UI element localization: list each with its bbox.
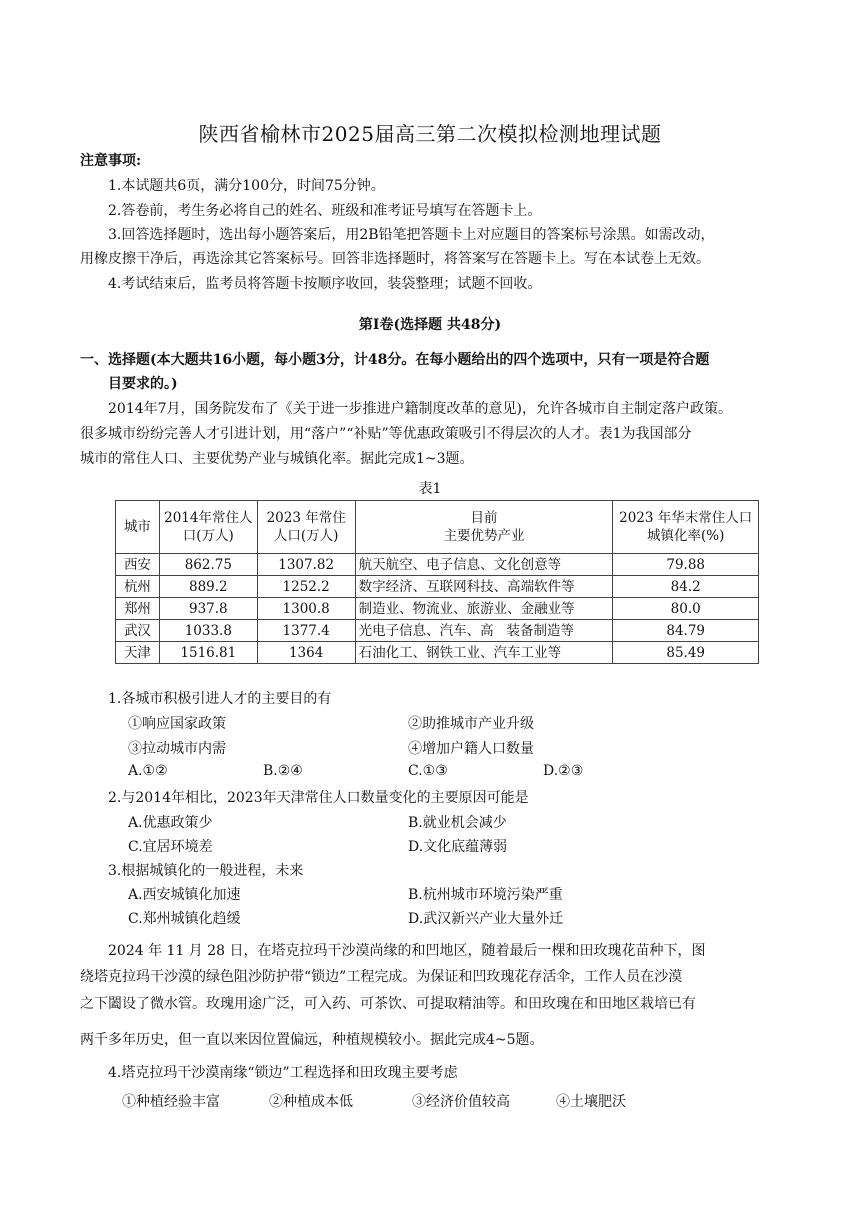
table-row (116, 642, 759, 664)
cell-industry: 数字经济、互联网科技、高端软件等 (355, 576, 613, 598)
statement-3: ③经济价值较高 (412, 1094, 510, 1110)
cell-urbanization: 84.2 (613, 576, 759, 598)
cell-urbanization: 80.0 (613, 598, 759, 620)
statement-1: ①种植经验丰富 (122, 1094, 220, 1110)
option-b: B.②④ (263, 763, 303, 779)
option-b: B.杭州城市环境污染严重 (408, 887, 563, 903)
cell-city: 西安 (116, 554, 160, 576)
table-row (116, 554, 759, 576)
exam-title: 陕西省榆林市2025届高三第二次模拟检测地理试题 (198, 122, 662, 146)
option-a: A.西安城镇化加速 (128, 887, 241, 903)
option-c: C.宜居环境差 (128, 839, 213, 855)
option-d: D.②③ (543, 763, 584, 779)
question-4-stem: 4.塔克拉玛干沙漠南缘“锁边”工程选择和田玫瑰主要考虑 (108, 1065, 458, 1081)
table-row (116, 620, 759, 642)
passage-line: 之下闔设了微水管。玫瑰用途广泛，可入药、可茶饮、可提取精油等。和田玫瑰在和田地区栽培已有 (80, 996, 696, 1012)
cell-pop2023: 1300.8 (257, 598, 355, 620)
question-3-stem: 3.根据城镇化的一般进程，未来 (108, 863, 304, 879)
notice-item: 3.回答选择题时，选出每小题答案后，用2B铅笔把答题卡上对应题目的答案标号涂黑。如需改动， (108, 227, 715, 243)
option-a: A.优惠政策少 (128, 815, 213, 831)
cell-urbanization: 79.88 (613, 554, 759, 576)
table-caption: 表1 (418, 481, 442, 497)
cell-pop2014: 1516.81 (159, 642, 257, 664)
option-d: D.武汉新兴产业大量外迁 (408, 911, 564, 927)
cell-pop2023: 1307.82 (257, 554, 355, 576)
table-row (116, 598, 759, 620)
passage-line: 绕塔克拉玛干沙漠的绿色阻沙防护带“锁边”工程完成。为保证和凹玫瑰花存活伞，工作人员在沙漠 (80, 969, 683, 985)
part-heading-cont: 目要求的。) (108, 376, 178, 392)
cell-industry: 光电子信息、汽车、高 装备制造等 (355, 620, 613, 642)
question-2-stem: 2.与2014年相比，2023年天津常住人口数量变化的主要原因可能是 (108, 790, 529, 806)
header-pop2014: 2014年常住人 口(万人) (159, 501, 257, 554)
section-title: 第Ⅰ卷(选择题 共48分) (358, 317, 502, 333)
header-pop2023: 2023 年常住 人口(万人) (257, 501, 355, 554)
part-heading: 一、选择题(本大题共16小题，每小题3分，计48分。在每小题给出的四个选项中，只有一项是符合题 (80, 352, 710, 368)
notice-heading: 注意事项: (80, 153, 142, 169)
table-row (116, 576, 759, 598)
cell-urbanization: 85.49 (613, 642, 759, 664)
cell-pop2023: 1252.2 (257, 576, 355, 598)
passage-line: 很多城市纷纷完善人才引进计划，用“落户”“补贴”等优惠政策吸引不得层次的人才。表1为我国部分 (80, 426, 692, 442)
header-urbanization: 2023 年华末常住人口 城镇化率(%) (613, 501, 759, 554)
option-c: C.①③ (408, 763, 448, 779)
notice-item: 1.本试题共6页，满分100分，时间75分钟。 (108, 178, 385, 194)
cell-pop2023: 1364 (257, 642, 355, 664)
cell-industry: 制造业、物流业、旅游业、金融业等 (355, 598, 613, 620)
cell-industry: 石油化工、钢铁工业、汽车工业等 (355, 642, 613, 664)
cell-pop2023: 1377.4 (257, 620, 355, 642)
cell-pop2014: 889.2 (159, 576, 257, 598)
option-b: B.就业机会减少 (408, 815, 507, 831)
question-1-stem: 1.各城市积极引进人才的主要目的有 (108, 691, 332, 707)
option-d: D.文化底蕴薄弱 (408, 839, 508, 855)
cell-city: 杭州 (116, 576, 160, 598)
passage-line: 两千多年历史，但一直以来因位置偏远，种植规模较小。据此完成4~5题。 (80, 1032, 544, 1048)
cell-pop2014: 937.8 (159, 598, 257, 620)
statement-4: ④增加户籍人口数量 (408, 741, 534, 757)
statement-3: ③拉动城市内需 (128, 741, 226, 757)
cell-pop2014: 1033.8 (159, 620, 257, 642)
cell-urbanization: 84.79 (613, 620, 759, 642)
option-a: A.①② (128, 763, 168, 779)
city-data-table (115, 500, 759, 664)
cell-industry: 航天航空、电子信息、文化创意等 (355, 554, 613, 576)
cell-pop2014: 862.75 (159, 554, 257, 576)
statement-2: ②助推城市产业升级 (408, 716, 534, 732)
notice-item: 4.考试结束后，监考员将答题卡按顺序收回，装袋整理；试题不回收。 (108, 276, 542, 292)
cell-city: 郑州 (116, 598, 160, 620)
passage-line: 2024 年 11 月 28 日，在塔克拉玛干沙漠尚缘的和凹地区，随着最后一棵和田玫瑰花苗种下，图 (108, 943, 706, 959)
header-industry: 目前 主要优势产业 (355, 501, 613, 554)
table-header-row (116, 501, 759, 554)
passage-line: 城市的常住人口、主要优势产业与城镇化率。据此完成1~3题。 (80, 451, 474, 467)
notice-item: 用橡皮擦干净后，再选涂其它答案标号。回答非选择题时，将答案写在答题卡上。写在本试卷上无效。 (80, 251, 710, 267)
statement-4: ④土壤肥沃 (556, 1094, 626, 1110)
statement-2: ②种植成本低 (269, 1094, 353, 1110)
passage-line: 2014年7月，国务院发布了《关于进一步推进户籍制度改革的意见)，允许各城市自主制定落户政策。 (108, 401, 732, 417)
option-c: C.郑州城镇化趋缓 (128, 911, 241, 927)
header-city: 城市 (116, 501, 160, 554)
statement-1: ①响应国家政策 (128, 716, 226, 732)
cell-city: 武汉 (116, 620, 160, 642)
cell-city: 天津 (116, 642, 160, 664)
notice-item: 2.答卷前，考生务必将自己的姓名、班级和准考证号填写在答题卡上。 (108, 203, 542, 219)
